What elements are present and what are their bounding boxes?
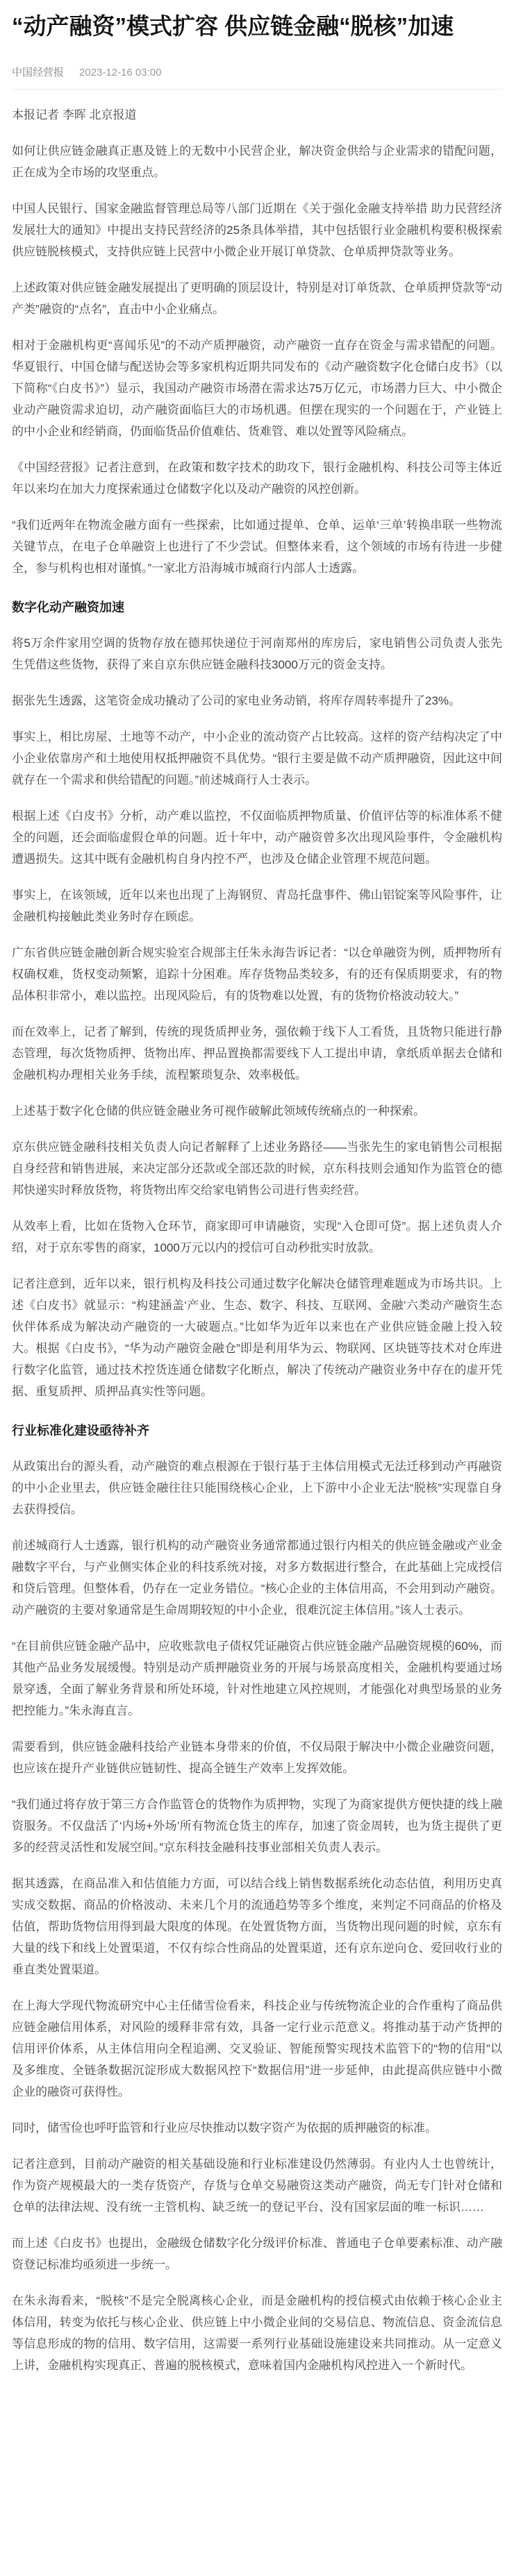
- article-byline-paragraph: 本报记者 李晖 北京报道: [12, 108, 137, 121]
- article-paragraph: 而上述《白皮书》也提出，金融级仓储数字化分级评价标准、普通电子仓单要素标准、动产融资登记标准均亟须进一步统一。: [12, 2237, 502, 2271]
- article-paragraph: “我们近两年在物流金融方面有一些探索，比如通过提单、仓单、运单‘三单’转换串联一些物流关键节点，在电子仓单融资上也进行了不少尝试。但整体来看，这个领域的市场有待进一步健全，参与机构也相对谨慎。”一家北方沿海城市城商行内部人士透露。: [12, 519, 502, 575]
- section-heading-industry-standardization: 行业标准化建设亟待补齐: [12, 1424, 149, 1438]
- article-paragraph: 在上海大学现代物流研究中心主任储雪俭看来，科技企业与传统物流企业的合作重构了商品供应链金融信用体系，对风险的缓释非常有效，具备一定行业示范意义。将推动基于动产货押的信用评价体系，从主体信用向全程追溯、交叉验证、智能预警实现技术监管下的“物的信用”以及多维度、全链条数据沉淀形成大数据风控下“数据信用”进一步延伸，由此提高供应链中小微企业的融资可获得性。: [12, 1999, 502, 2098]
- article-paragraph: 上述政策对供应链金融发展提出了更明确的顶层设计，特别是对订单货款、仓单质押贷款等“动产类”融资的“点名”，直击中小企业痛点。: [12, 281, 502, 316]
- article-paragraph: 将5万余件家用空调的货物存放在德邦快递位于河南郑州的库房后，家电销售公司负责人张先生凭借这些货物，获得了来自京东供应链金融科技3000万元的资金支持。: [12, 637, 502, 671]
- article-paragraph: 记者注意到，近年以来，银行机构及科技公司通过数字化解决仓储管理难题成为市场共识。上述《白皮书》就显示：“构建涵盖‘产业、生态、数字、科技、互联网、金融’六类动产融资生态伙伴体系成为解决动产融资的一大破题点。”比如华为近年以来也在产业供应链金融上投入较大。根据《白皮书》，“华为动产融资金融仓”即是利用华为云、物联网、区块链等技术对仓库进行数字化监管，通过技术控货连通仓储数字化断点，解决了传统动产融资业务中存在的虚开凭据、重复质押、质押品真实性等问题。: [12, 1277, 502, 1398]
- article-paragraph: 据其透露，在商品准入和估值能力方面，可以结合线上销售数据系统化动态估值，利用历史真实成交数据、商品的价格波动、未来几个月的流通趋势等多个维度，来判定不同商品的价格及估值，帮助货物信用得到最大限度的体现。在处置货物方面，当货物出现问题的时候，京东有大量的线下和线上处置渠道，不仅有综合性商品的处置渠道，还有京东逆向仓、爱回收行业的垂直类处置渠道。: [12, 1877, 502, 1976]
- article-paragraph: 从效率上看，比如在货物入仓环节，商家即可申请融资，实现“入仓即可贷”。据上述负责人介绍，对于京东零售的商家，1000万元以内的授信可自动秒批实时放款。: [12, 1220, 502, 1254]
- article-paragraph: 如何让供应链金融真正惠及链上的无数中小民营企业，解决资金供给与企业需求的错配问题，正在成为全市场的攻坚重点。: [12, 144, 502, 179]
- article-paragraph: 同时，储雪俭也呼吁监管和行业应尽快推动以数字资产为依据的质押融资的标准。: [12, 2121, 437, 2135]
- page-title: “动产融资”模式扩容 供应链金融“脱核”加速: [12, 13, 454, 39]
- article-body: [12, 104, 502, 2376]
- article-paragraph: 前述城商行人士透露，银行机构的动产融资业务通常都通过银行内相关的供应链金融或产业金融数字平台，与产业侧实体企业的科技系统对接，对多方数据进行整合，在此基础上完成授信和贷后管理。但整体看，仍存在一定业务错位。“核心企业的主体信用高，不会用到动产融资。动产融资的主要对象通常是生命周期较短的中小企业，很难沉淀主体信用。”该人士表示。: [12, 1539, 502, 1617]
- article-paragraph: 京东供应链金融科技相关负责人向记者解释了上述业务路径——当张先生的家电销售公司根据自身经营和销售进展，来决定部分还款或全部还款的时候，京东科技则会通知作为监管仓的德邦快递实时释放货物，将货物出库交给家电销售公司进行售卖经营。: [12, 1140, 502, 1197]
- article-paragraph: “在目前供应链金融产品中，应收账款电子债权凭证融资占供应链金融产品融资规模的60%，而其他产品业务发展缓慢。特别是动产质押融资业务的开展与场景高度相关，金融机构要通过场景穿透，全面了解业务背景和所处环境，针对性地建立风控规则，才能强化对典型场景的业务把控能力。”朱永海直言。: [12, 1640, 502, 1717]
- article-paragraph: 需要看到，供应链金融科技给产业链本身带来的价值，不仅局限于解决中小微企业融资问题，也应该在提升产业链供应链韧性、提高全链生产效率上发挥效能。: [12, 1740, 502, 1775]
- source-name: 中国经营报: [12, 67, 65, 78]
- article-paragraph: 在朱永海看来，“脱核”不是完全脱离核心企业，而是金融机构的授信模式由依赖于核心企业主体信用，转变为依托与核心企业、供应链上中小微企业间的交易信息、物流信息、资金流信息等信息形成的物的信用、数字信用，这需要一系列行业基础设施建设来共同推动。从一定意义上讲，金融机构实现真正、普遍的脱核模式，意味着国内金融机构风控进入一个新时代。: [12, 2294, 502, 2372]
- article-paragraph: 《中国经营报》记者注意到，在政策和数字技术的助攻下，银行金融机构、科技公司等主体近年以来均在加大力度探索通过仓储数字化以及动产融资的风控创新。: [12, 461, 502, 496]
- article-paragraph: 而在效率上，记者了解到，传统的现货质押业务，强依赖于线下人工看货，且货物只能进行静态管理，每次货物质押、货物出库、押品置换都需要线下人工提出申请，拿纸质单据去仓储和金融机构办理相关业务手续，流程繁琐复杂、效率极低。: [12, 1025, 502, 1081]
- article-paragraph: 根据上述《白皮书》分析，动产难以监控，不仅面临质押物质量、价值评估等的标准体系不健全的问题，还会面临虚假仓单的问题。近十年中，动产融资曾多次出现风险事件，令金融机构遭遇损失。这其中既有金融机构自身内控不严，也涉及仓储企业管理不规范问题。: [12, 809, 502, 866]
- section-heading-digital-chattel-financing: 数字化动产融资加速: [12, 600, 124, 614]
- article-paragraph: 据张先生透露，这笔资金成功撬动了公司的家电业务动销，将库存周转率提升了23%。: [12, 694, 461, 707]
- article-paragraph: 上述基于数字化仓储的供应链金融业务可视作破解此领域传统痛点的一种探索。: [12, 1104, 425, 1118]
- article-paragraph: 相对于金融机构更“喜闻乐见”的不动产质押融资，动产融资一直存在资金与需求错配的问题。华夏银行、中国仓储与配送协会等多家机构近期共同发布的《动产融资数字化仓储白皮书》（以下简称“《白皮书》”）显示，我国动产融资市场潜在需求达75万亿元，市场潜力巨大、中小微企业动产融资需求迫切，动产融资面临巨大的市场机遇。但摆在现实的一个问题在于，产业链上的中小企业和经销商，仍面临货品价值难估、货难管、难以处置等风险痛点。: [12, 339, 502, 438]
- article-paragraph: 事实上，在该领域，近年以来也出现了上海钢贸、青岛托盘事件、佛山铝锭案等风险事件，让金融机构接触此类业务时存在顾虑。: [12, 889, 502, 923]
- article-paragraph: 从政策出台的源头看，动产融资的难点根源在于银行基于主体信用模式无法迁移到动产再融资的中小企业里去，供应链金融往往只能围绕核心企业，上下游中小企业无法“脱核”实现靠自身去获得授信。: [12, 1460, 502, 1516]
- article-paragraph: “我们通过将存放于第三方合作监管仓的货物作为质押物，实现了为商家提供方便快捷的线上融资服务。不仅盘活了‘内场+外场’所有物流仓货主的库存，加速了资金周转，也为货主提供了更多的经营灵活性和发展空间。”京东科技金融科技事业部相关负责人表示。: [12, 1798, 502, 1854]
- article-paragraph: 事实上，相比房屋、土地等不动产，中小企业的流动资产占比较高。这样的资产结构决定了中小企业依靠房产和土地使用权抵押融资不具优势。“银行主要是做不动产质押融资，因此这中间就存在一个需求和供给错配的问题。”前述城商行人士表示。: [12, 730, 502, 786]
- divider: [12, 89, 502, 90]
- publish-time: 2023-12-16 03:00: [79, 67, 162, 78]
- article-paragraph: 广东省供应链金融创新合规实验室合规部主任朱永海告诉记者：“以仓单融资为例，质押物所有权确权难，货权变动频繁，追踪十分困难。库存货物品类较多，有的还有保质期要求，有的物品体积非常小，难以监控。出现风险后，有的货物难以处置，有的货物价格波动较大。”: [12, 946, 502, 1002]
- article-paragraph: 中国人民银行、国家金融监督管理总局等八部门近期在《关于强化金融支持举措 助力民营经济发展壮大的通知》中提出支持民营经济的25条具体举措，其中包括银行业金融机构要积极探索供应链脱核模式，支持供应链上民营中小微企业开展订单贷款、仓单质押贷款等业务。: [12, 202, 502, 258]
- article-paragraph: 记者注意到，目前动产融资的相关基础设施和行业标准建设仍然薄弱。有业内人士也曾统计，作为资产规模最大的一类存货资产，存货与仓单交易融资这类动产融资，尚无专门针对仓储和仓单的法律法规、没有统一主管机构、缺乏统一的登记平台、没有国家层面的唯一标识……: [12, 2157, 502, 2214]
- byline: [12, 65, 502, 79]
